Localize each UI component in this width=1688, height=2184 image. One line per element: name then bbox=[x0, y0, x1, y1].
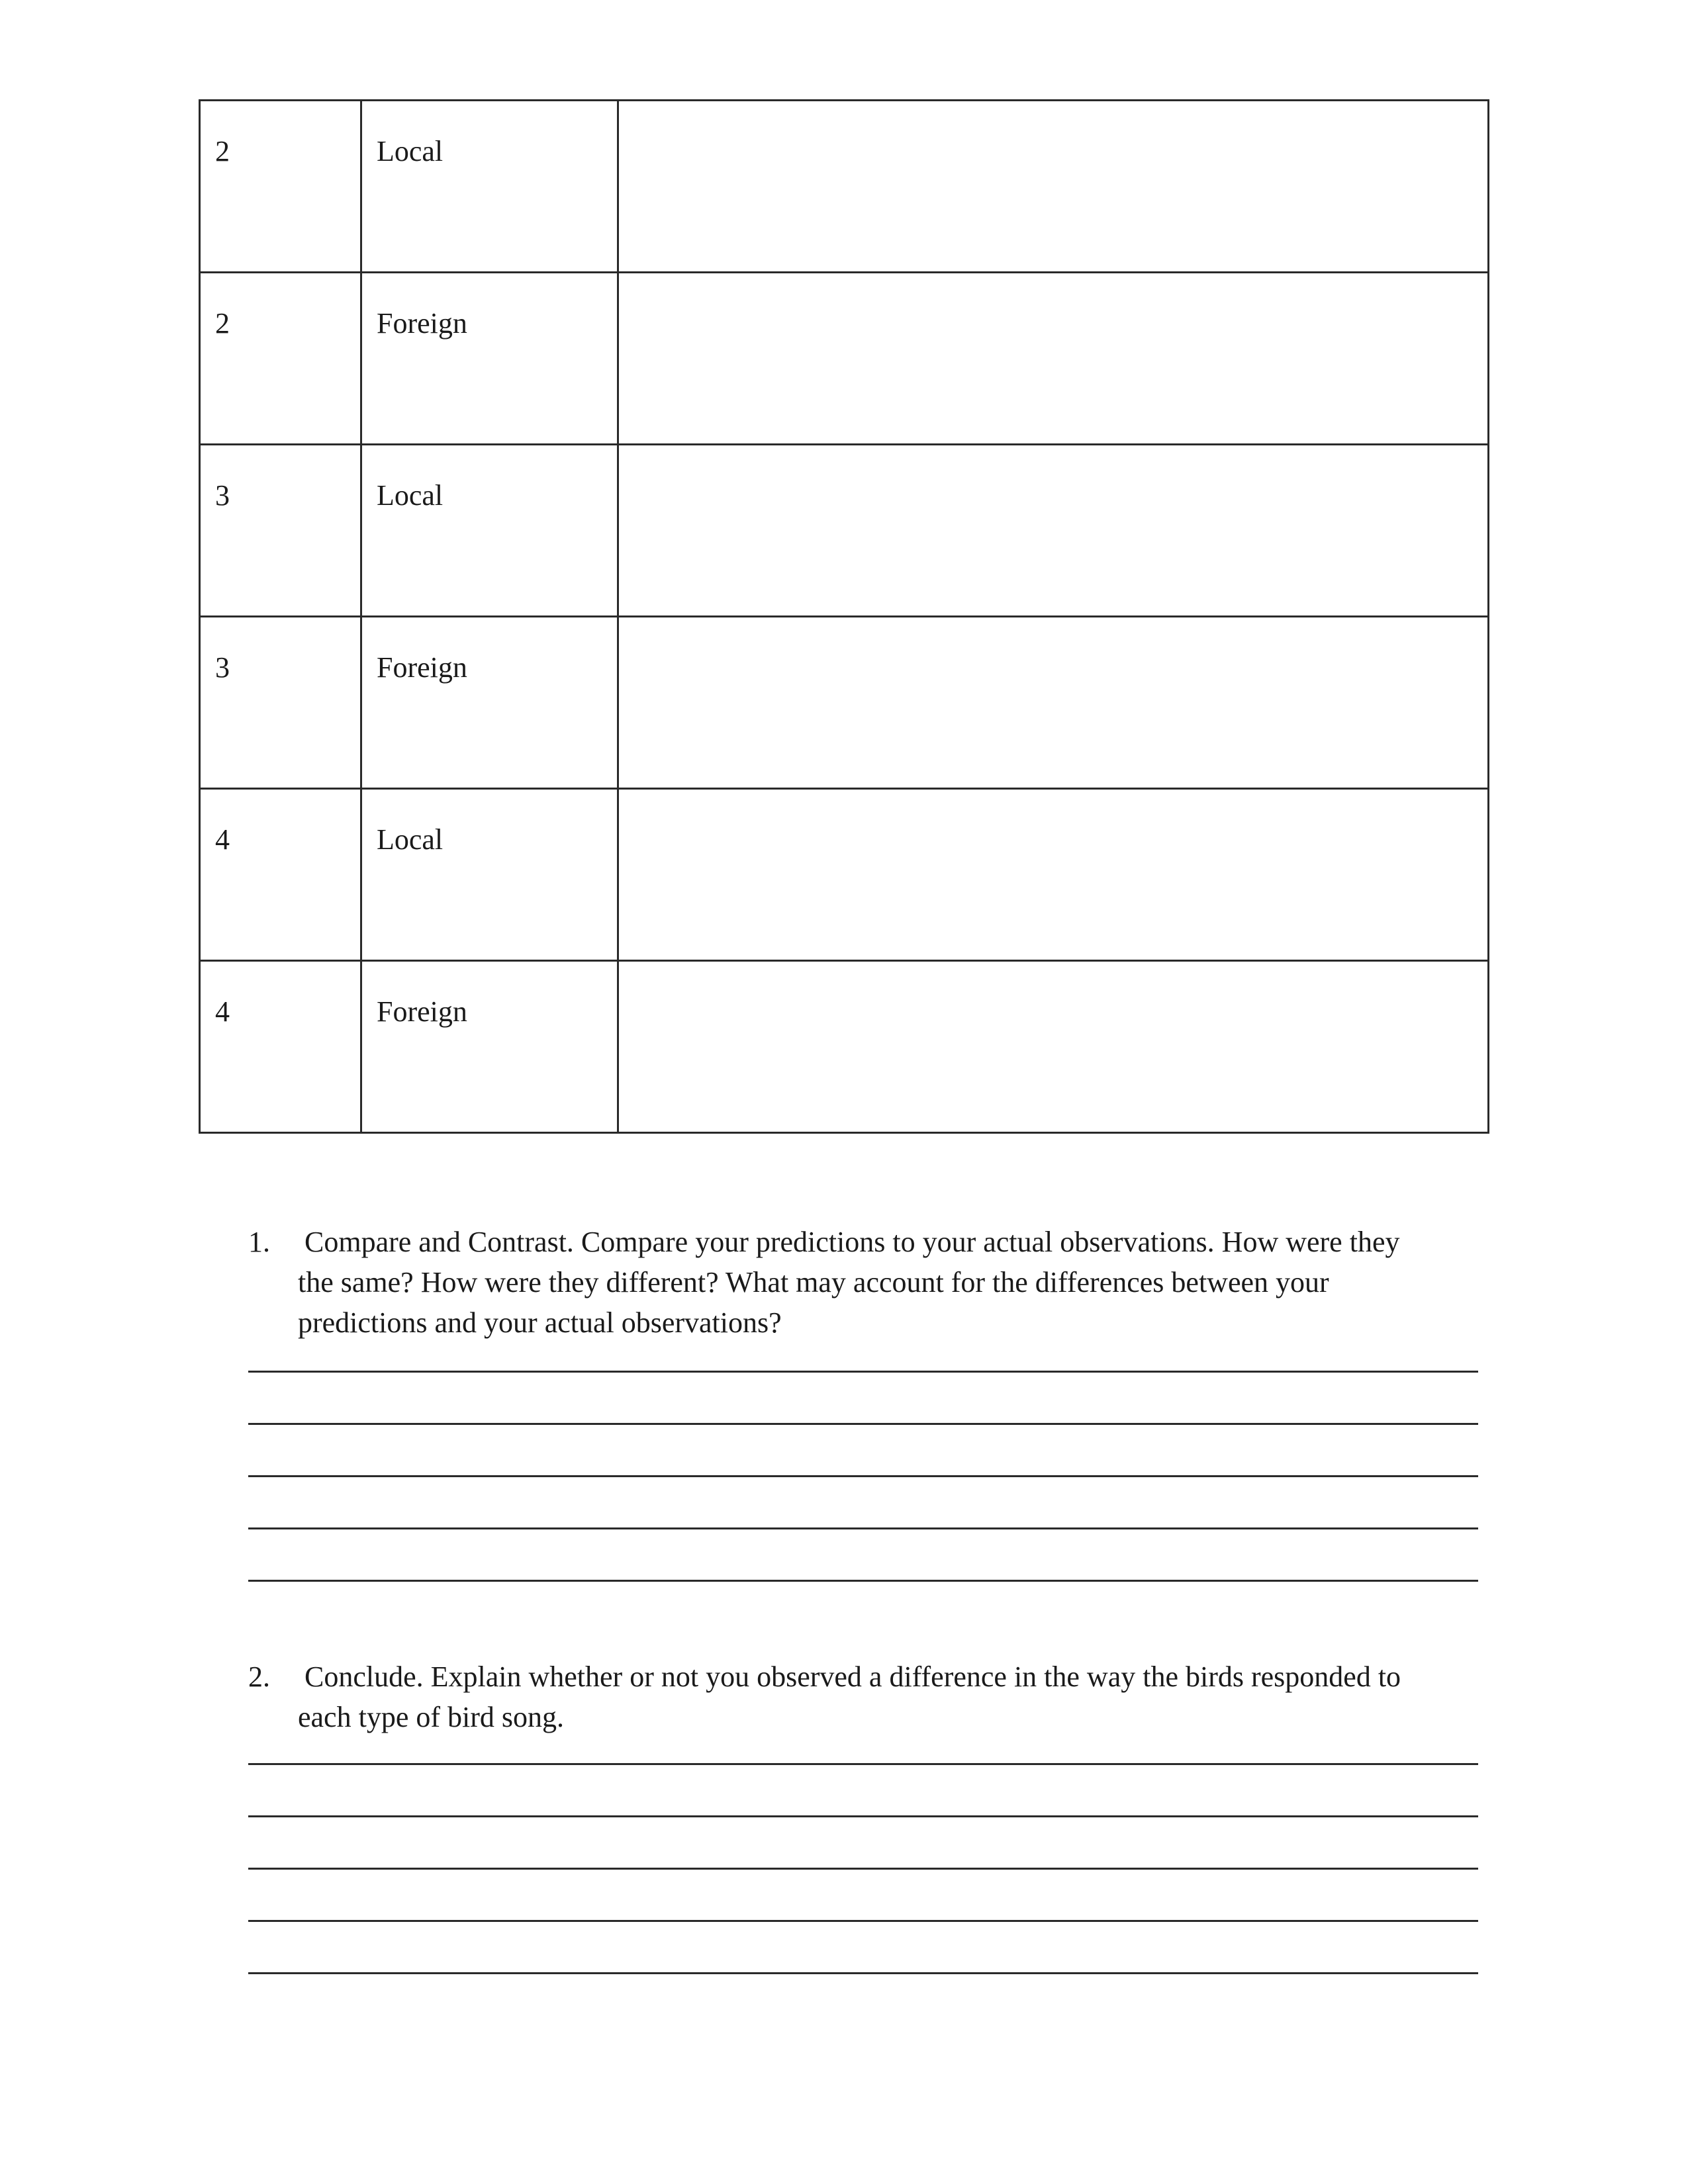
question-1 bbox=[248, 1222, 1493, 1343]
question-line: Conclude. Explain whether or not you observed a difference in the way the birds responded to bbox=[305, 1661, 1401, 1693]
table-row bbox=[200, 961, 1489, 1133]
observation-cell[interactable] bbox=[618, 961, 1489, 1133]
question-line: the same? How were they different? What may account for the differences between your bbox=[298, 1266, 1329, 1298]
table-row bbox=[200, 617, 1489, 789]
answer-line[interactable] bbox=[248, 1868, 1478, 1870]
question-number: 1. bbox=[248, 1226, 270, 1258]
answer-line[interactable] bbox=[248, 1763, 1478, 1765]
trial-cell: 3 bbox=[200, 445, 361, 617]
observation-cell[interactable] bbox=[618, 273, 1489, 445]
trial-cell: 2 bbox=[200, 101, 361, 273]
question-line: Compare and Contrast. Compare your predictions to your actual observations. How were they bbox=[305, 1226, 1400, 1258]
answer-line[interactable] bbox=[248, 1371, 1478, 1373]
trial-cell: 4 bbox=[200, 961, 361, 1133]
question-text bbox=[298, 1222, 1493, 1343]
table-row bbox=[200, 101, 1489, 273]
song-type-cell: Foreign bbox=[361, 273, 618, 445]
table-row bbox=[200, 445, 1489, 617]
question-line: predictions and your actual observations? bbox=[298, 1306, 782, 1339]
trial-cell: 2 bbox=[200, 273, 361, 445]
trial-cell: 4 bbox=[200, 789, 361, 961]
observation-cell[interactable] bbox=[618, 789, 1489, 961]
answer-line[interactable] bbox=[248, 1815, 1478, 1817]
question-2 bbox=[248, 1657, 1493, 1737]
song-type-cell: Local bbox=[361, 789, 618, 961]
answer-line[interactable] bbox=[248, 1475, 1478, 1477]
trial-cell: 3 bbox=[200, 617, 361, 789]
observation-cell[interactable] bbox=[618, 101, 1489, 273]
observation-cell[interactable] bbox=[618, 445, 1489, 617]
answer-line[interactable] bbox=[248, 1920, 1478, 1922]
question-line: each type of bird song. bbox=[298, 1701, 564, 1733]
observation-table bbox=[199, 99, 1489, 1134]
question-text bbox=[298, 1657, 1493, 1737]
answer-line[interactable] bbox=[248, 1972, 1478, 1974]
question-number: 2. bbox=[248, 1661, 270, 1693]
song-type-cell: Local bbox=[361, 101, 618, 273]
answer-line[interactable] bbox=[248, 1580, 1478, 1582]
song-type-cell: Local bbox=[361, 445, 618, 617]
table-row bbox=[200, 789, 1489, 961]
song-type-cell: Foreign bbox=[361, 961, 618, 1133]
answer-line[interactable] bbox=[248, 1527, 1478, 1529]
observation-cell[interactable] bbox=[618, 617, 1489, 789]
table-row bbox=[200, 273, 1489, 445]
answer-line[interactable] bbox=[248, 1423, 1478, 1425]
song-type-cell: Foreign bbox=[361, 617, 618, 789]
